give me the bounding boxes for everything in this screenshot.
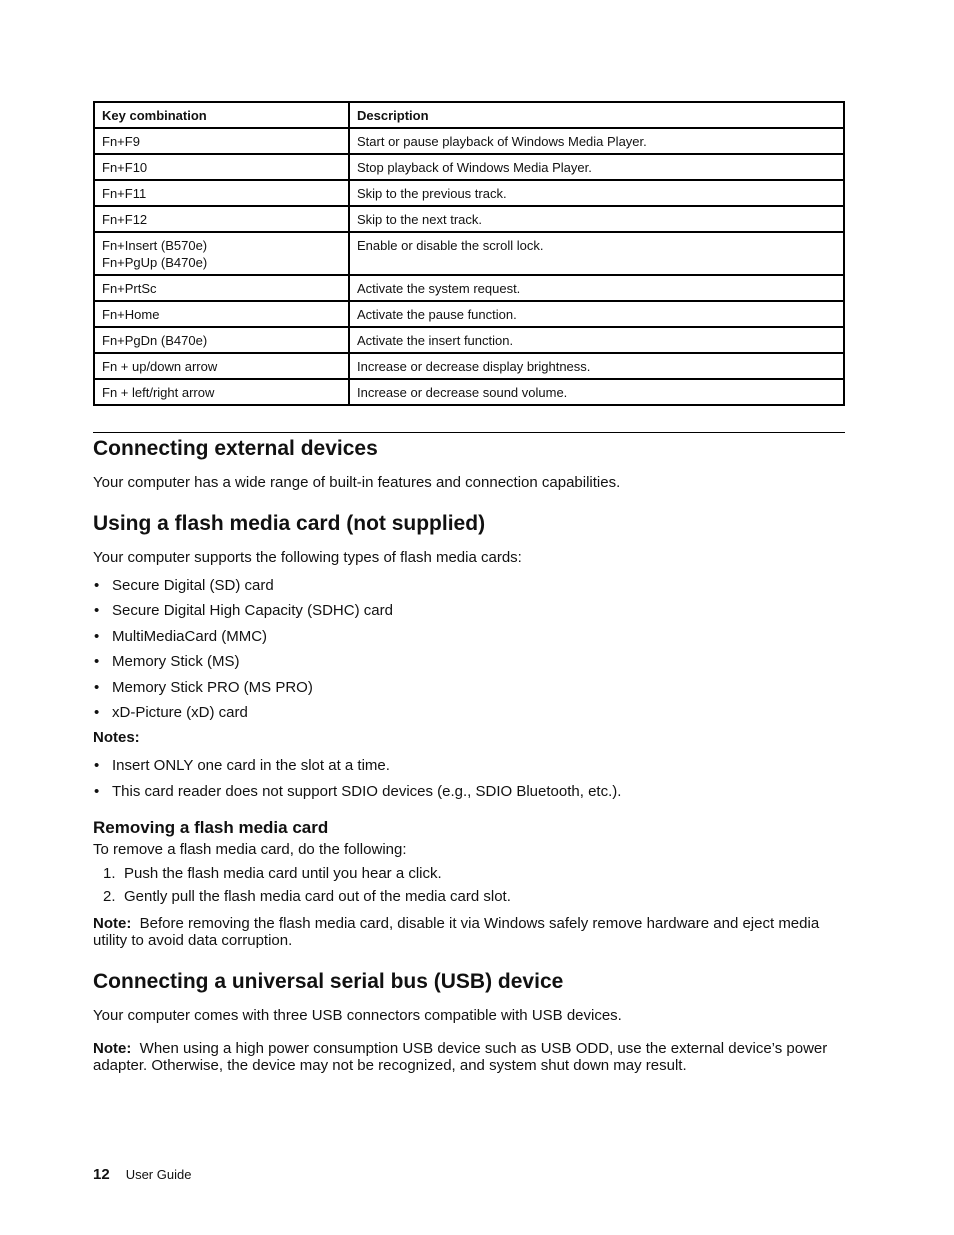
step-text: Gently pull the flash media card out of the media card slot. xyxy=(124,887,511,905)
section-divider xyxy=(93,432,845,433)
list-item-text: Memory Stick (MS) xyxy=(112,653,240,671)
step-number: 1. xyxy=(103,864,116,882)
key-cell xyxy=(94,154,349,180)
step-text: Push the flash media card until you hear a click. xyxy=(124,864,442,882)
key-text: Fn+F12 xyxy=(102,212,148,227)
list-item xyxy=(93,653,845,670)
bullet: • xyxy=(94,782,100,800)
removing-steps-list xyxy=(93,865,845,905)
usb-note-paragraph xyxy=(93,1040,845,1074)
list-item xyxy=(93,888,845,905)
key-text: Fn+PgUp (B470e) xyxy=(102,255,208,270)
key-text: Fn+Home xyxy=(102,307,160,322)
heading-flash-media-card: Using a flash media card (not supplied) xyxy=(93,512,486,535)
bullet: • xyxy=(94,602,100,620)
list-item-text: Secure Digital High Capacity (SDHC) card xyxy=(112,602,393,620)
list-item xyxy=(93,679,845,696)
bullet: • xyxy=(94,627,100,645)
list-item xyxy=(93,704,845,721)
description-cell: Activate the pause function. xyxy=(349,301,844,327)
external-devices-paragraph: Your computer has a wide range of built-in features and connection capabilities. xyxy=(93,474,621,491)
list-item xyxy=(93,757,845,774)
list-item xyxy=(93,628,845,645)
flash-notes-list xyxy=(93,757,845,799)
list-item xyxy=(93,602,845,619)
key-text: Fn+F10 xyxy=(102,160,148,175)
list-item-text: Secure Digital (SD) card xyxy=(112,577,274,594)
heading-connecting-external-devices: Connecting external devices xyxy=(93,437,378,460)
key-text: Fn+PgDn (B470e) xyxy=(102,333,208,348)
description-cell: Increase or decrease sound volume. xyxy=(349,379,844,405)
bullet: • xyxy=(94,703,100,721)
note-label: Note: xyxy=(93,1039,132,1057)
usb-paragraph: Your computer comes with three USB connectors compatible with USB devices. xyxy=(93,1006,622,1024)
description-cell: Activate the insert function. xyxy=(349,327,844,353)
description-cell: Skip to the previous track. xyxy=(349,180,844,206)
description-cell: Start or pause playback of Windows Media Player. xyxy=(349,128,844,154)
table-row xyxy=(94,275,844,301)
list-item xyxy=(93,577,845,594)
key-cell xyxy=(94,206,349,232)
table-row xyxy=(94,301,844,327)
key-text: Fn+PrtSc xyxy=(102,281,157,296)
key-cell xyxy=(94,327,349,353)
removing-note-paragraph xyxy=(93,915,845,949)
key-text: Fn + up/down arrow xyxy=(102,359,218,374)
table-row xyxy=(94,128,844,154)
key-cell xyxy=(94,232,349,275)
bullet: • xyxy=(94,757,100,775)
list-item-text: This card reader does not support SDIO devices (e.g., SDIO Bluetooth, etc.). xyxy=(112,782,622,800)
key-cell xyxy=(94,301,349,327)
key-text: Fn+Insert (B570e) xyxy=(102,238,208,253)
page-footer xyxy=(93,1166,191,1184)
key-combination-table xyxy=(93,101,845,406)
table-row xyxy=(94,154,844,180)
notes-label: Notes: xyxy=(93,729,140,747)
removing-intro-paragraph: To remove a flash media card, do the following: xyxy=(93,840,407,858)
step-number: 2. xyxy=(103,887,116,905)
key-text: Fn + left/right arrow xyxy=(102,385,215,400)
description-cell: Increase or decrease display brightness. xyxy=(349,353,844,379)
footer-guide-title: User Guide xyxy=(125,1167,192,1182)
table-row xyxy=(94,379,844,405)
key-cell xyxy=(94,275,349,301)
key-text: Fn+F9 xyxy=(102,134,140,149)
flash-card-types-list xyxy=(93,577,845,721)
header-description: Description xyxy=(349,102,844,128)
note-text: Before removing the flash media card, disable it via Windows safely remove hardware and eject media utility to avoid data corruption. xyxy=(93,914,820,949)
table-row xyxy=(94,327,844,353)
table-row xyxy=(94,232,844,275)
list-item-text: Memory Stick PRO (MS PRO) xyxy=(112,678,313,696)
bullet: • xyxy=(94,678,100,696)
table-row xyxy=(94,353,844,379)
list-item xyxy=(93,783,845,800)
description-cell: Stop playback of Windows Media Player. xyxy=(349,154,844,180)
list-item-text: xD-Picture (xD) card xyxy=(112,703,248,721)
heading-connecting-usb-device: Connecting a universal serial bus (USB) device xyxy=(93,969,564,993)
list-item-text: MultiMediaCard (MMC) xyxy=(112,627,268,645)
key-cell xyxy=(94,128,349,154)
description-cell: Activate the system request. xyxy=(349,275,844,301)
description-cell: Enable or disable the scroll lock. xyxy=(349,232,844,275)
page-content xyxy=(93,101,845,1074)
key-text: Fn+F11 xyxy=(102,186,147,201)
bullet: • xyxy=(94,577,100,594)
list-item-text: Insert ONLY one card in the slot at a time. xyxy=(112,757,390,775)
table-header-row xyxy=(94,102,844,128)
table-row xyxy=(94,206,844,232)
key-cell xyxy=(94,379,349,405)
header-key-combination: Key combination xyxy=(94,102,349,128)
key-cell xyxy=(94,353,349,379)
note-text: When using a high power consumption USB device such as USB ODD, use the external device’s power adapter. Otherwise, the device may not be recognized, and system shut down may result. xyxy=(93,1039,828,1074)
description-cell: Skip to the next track. xyxy=(349,206,844,232)
bullet: • xyxy=(94,653,100,671)
page-number: 12 xyxy=(93,1166,110,1183)
key-cell xyxy=(94,180,349,206)
list-item xyxy=(93,865,845,882)
table-row xyxy=(94,180,844,206)
note-label: Note: xyxy=(93,914,132,932)
heading-removing-flash-media-card: Removing a flash media card xyxy=(93,817,329,837)
flash-intro-paragraph: Your computer supports the following types of flash media cards: xyxy=(93,549,522,566)
